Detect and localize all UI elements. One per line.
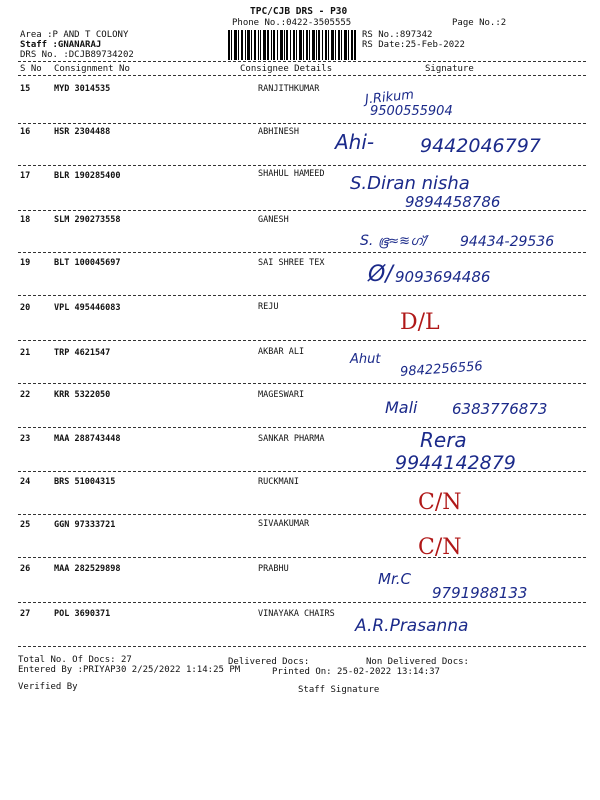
- row-consignee: RUCKMANI: [258, 477, 299, 487]
- row-sno: 22: [20, 390, 31, 400]
- staff-signature: Staff Signature: [298, 685, 380, 695]
- row-divider: [18, 340, 586, 341]
- delivery-status-mark: C/N: [418, 535, 462, 560]
- row-consignment: MYD 3014535: [54, 84, 111, 94]
- row-sno: 26: [20, 564, 31, 574]
- handwritten-signature: J.Rikum: [364, 87, 415, 108]
- area-label: Area :P AND T COLONY: [20, 30, 129, 40]
- row-divider: [18, 471, 586, 472]
- rs-number: RS No.:897342: [362, 30, 433, 40]
- row-consignee: REJU: [258, 302, 279, 312]
- row-consignee: PRABHU: [258, 564, 289, 574]
- handwritten-phone: 9093694486: [395, 268, 491, 286]
- row-sno: 18: [20, 215, 31, 225]
- handwritten-phone: 94434-29536: [460, 234, 555, 250]
- verified-by: Verified By: [18, 682, 78, 692]
- page-number: Page No.:2: [452, 18, 507, 28]
- column-sno: S No: [20, 64, 42, 74]
- non-delivered-docs: Non Delivered Docs:: [366, 657, 469, 667]
- staff-label: Staff :GNANARAJ: [20, 40, 102, 50]
- handwritten-phone: 9842256556: [399, 359, 484, 380]
- row-divider: [18, 165, 586, 166]
- row-consignment: BRS 51004315: [54, 477, 116, 487]
- header-divider-top: [18, 61, 586, 62]
- handwritten-phone: 9894458786: [405, 193, 501, 211]
- row-sno: 23: [20, 434, 31, 444]
- row-consignment: KRR 5322050: [54, 390, 111, 400]
- row-sno: 21: [20, 348, 31, 358]
- entered-by: Entered By :PRIYAP30 2/25/2022 1:14:25 PM: [18, 665, 241, 675]
- phone-number: Phone No.:0422-3505555: [232, 18, 352, 28]
- row-consignee: VINAYAKA CHAIRS: [258, 609, 335, 619]
- handwritten-signature: Mr.C: [378, 570, 411, 588]
- total-docs: Total No. Of Docs: 27: [18, 655, 132, 665]
- header-divider-bottom: [18, 75, 586, 76]
- row-consignment: POL 3690371: [54, 609, 111, 619]
- delivery-status-mark: D/L: [400, 310, 440, 335]
- handwritten-signature: S.: [360, 233, 374, 249]
- row-divider: [18, 295, 586, 296]
- handwritten-scribble: ഭൂ≈≋ഗ്/: [378, 234, 428, 249]
- row-sno: 16: [20, 127, 31, 137]
- document-title: TPC/CJB DRS - P30: [250, 6, 348, 17]
- handwritten-signature: Rera: [420, 428, 467, 452]
- handwritten-signature: A.R.Prasanna: [355, 616, 469, 636]
- row-sno: 24: [20, 477, 31, 487]
- column-consignee: Consignee Details: [240, 64, 333, 74]
- handwritten-signature: Mali: [385, 398, 418, 417]
- row-sno: 27: [20, 609, 31, 619]
- row-consignee: RANJITHKUMAR: [258, 84, 320, 94]
- row-consignee: GANESH: [258, 215, 289, 225]
- row-consignment: BLT 100045697: [54, 258, 121, 268]
- row-sno: 25: [20, 520, 31, 530]
- column-consignment: Consignment No: [54, 64, 130, 74]
- row-divider: [18, 123, 586, 124]
- row-consignee: AKBAR ALI: [258, 347, 305, 357]
- column-signature: Signature: [425, 64, 474, 74]
- handwritten-signature: Ahut: [350, 352, 381, 367]
- row-consignment: BLR 190285400: [54, 171, 121, 181]
- barcode: [228, 30, 356, 60]
- row-consignment: HSR 2304488: [54, 127, 111, 137]
- row-consignment: VPL 495446083: [54, 303, 121, 313]
- row-divider: [18, 514, 586, 515]
- delivery-status-mark: C/N: [418, 490, 462, 515]
- drs-number: DRS No. :DCJB89734202: [20, 50, 134, 60]
- row-consignee: MAGESWARI: [258, 390, 305, 400]
- handwritten-signature: S.Diran nisha: [350, 173, 470, 194]
- handwritten-phone: 9791988133: [432, 584, 528, 602]
- row-consignee: SHAHUL HAMEED: [258, 169, 325, 179]
- handwritten-phone: 6383776873: [452, 400, 548, 418]
- row-consignment: SLM 290273558: [54, 215, 121, 225]
- row-divider: [18, 383, 586, 384]
- row-consignee: SAI SHREE TEX: [258, 258, 325, 268]
- printed-on: Printed On: 25-02-2022 13:14:37: [272, 667, 440, 677]
- row-sno: 17: [20, 171, 31, 181]
- row-divider: [18, 252, 586, 253]
- handwritten-phone: 9944142879: [395, 452, 516, 474]
- row-consignment: GGN 97333721: [54, 520, 116, 530]
- row-consignee: SIVAAKUMAR: [258, 519, 310, 529]
- handwritten-signature: Ahi-: [335, 130, 375, 154]
- row-divider: [18, 557, 586, 558]
- row-divider: [18, 210, 586, 211]
- row-consignee: SANKAR PHARMA: [258, 434, 325, 444]
- delivered-docs: Delivered Docs:: [228, 657, 310, 667]
- row-divider: [18, 646, 586, 647]
- row-consignment: MAA 288743448: [54, 434, 121, 444]
- handwritten-phone: 9442046797: [420, 135, 541, 157]
- row-consignee: ABHINESH: [258, 127, 299, 137]
- handwritten-signature: Ø/: [368, 262, 393, 287]
- row-divider: [18, 602, 586, 603]
- row-consignment: TRP 4621547: [54, 348, 111, 358]
- rs-date: RS Date:25-Feb-2022: [362, 40, 465, 50]
- row-sno: 19: [20, 258, 31, 268]
- row-sno: 20: [20, 303, 31, 313]
- row-consignment: MAA 282529898: [54, 564, 121, 574]
- row-sno: 15: [20, 84, 31, 94]
- row-divider: [18, 427, 586, 428]
- handwritten-phone: 9500555904: [370, 104, 453, 119]
